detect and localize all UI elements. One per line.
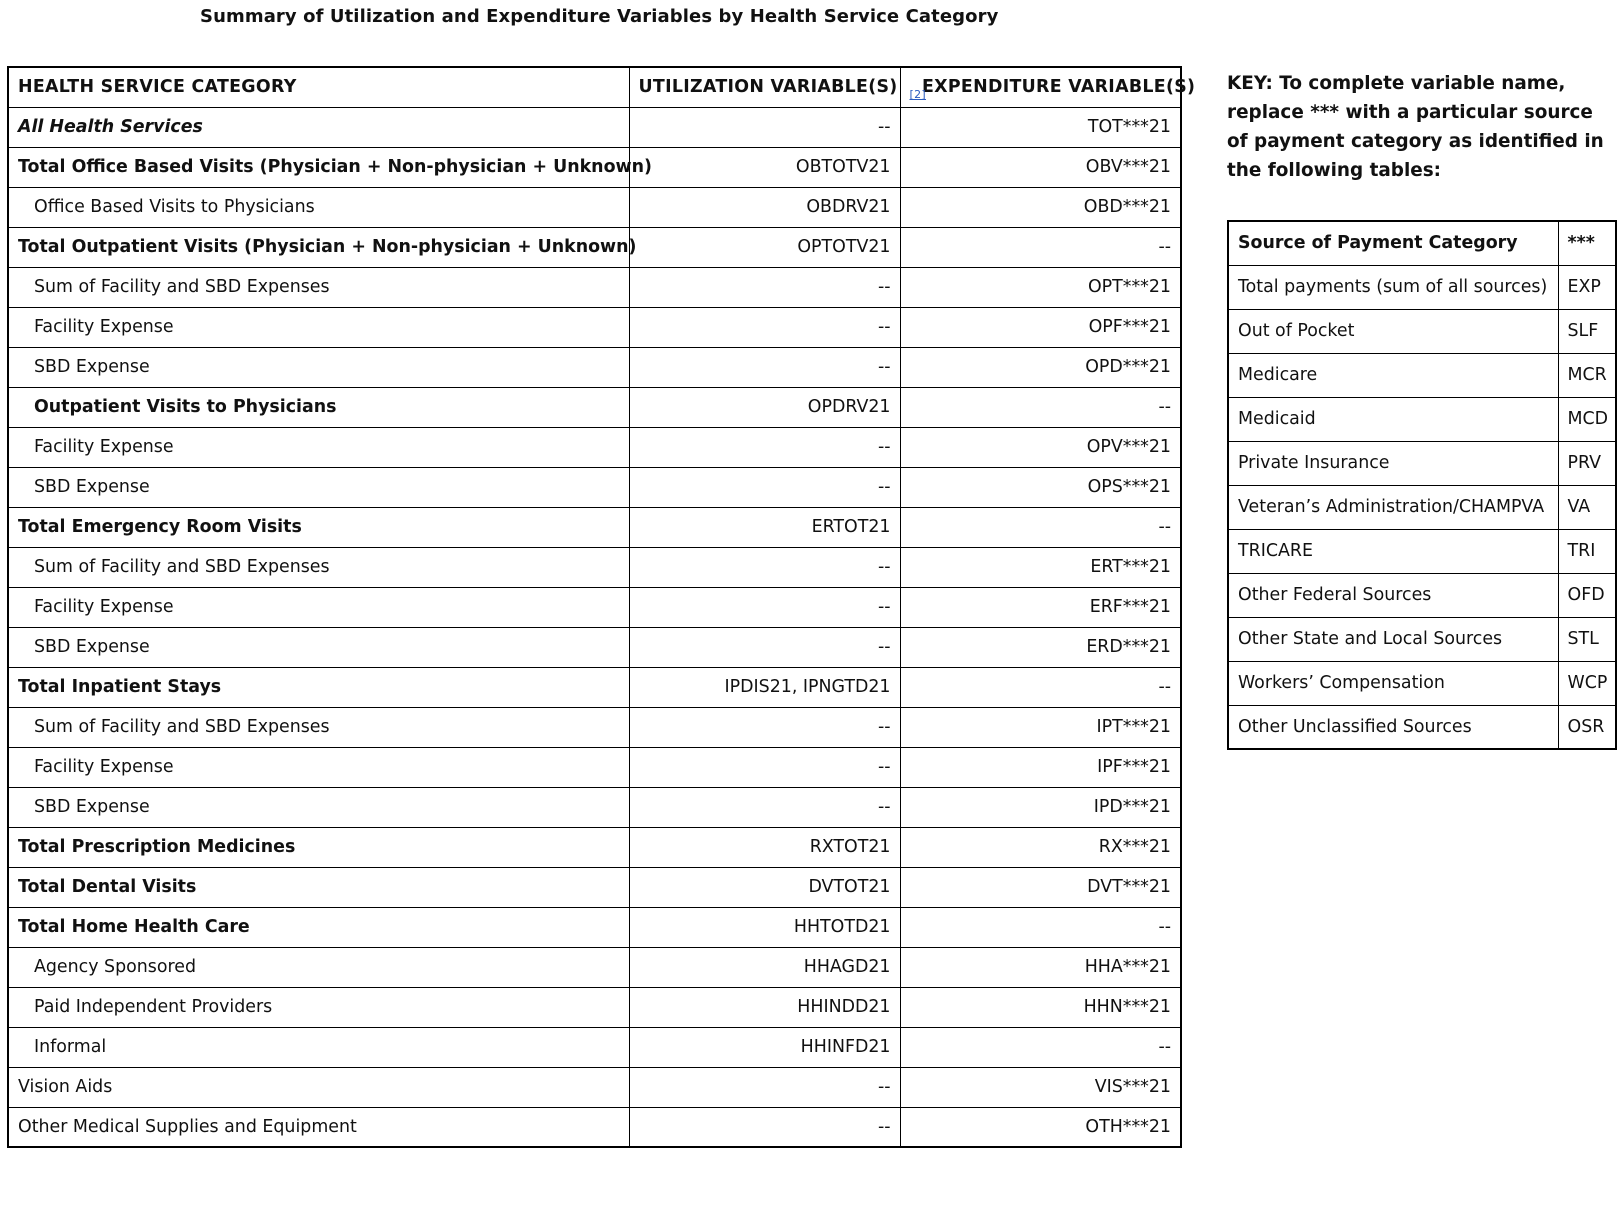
header-expenditure-variables xyxy=(900,67,1196,107)
category-cell: Office Based Visits to Physicians xyxy=(8,187,629,227)
expenditure-cell: OPD***21 xyxy=(900,347,1181,387)
table-row xyxy=(8,347,1181,387)
table-row xyxy=(8,747,1181,787)
table-row xyxy=(8,467,1181,507)
table-body xyxy=(8,107,1181,1147)
payment-category-cell: TRICARE xyxy=(1228,529,1558,573)
expenditure-cell: ERT***21 xyxy=(900,547,1181,587)
key-header-row xyxy=(1228,221,1616,265)
key-row xyxy=(1228,353,1616,397)
table-header-row xyxy=(8,67,1181,107)
key-header-code: *** xyxy=(1558,221,1616,265)
expenditure-cell: OPT***21 xyxy=(900,267,1181,307)
category-cell: All Health Services xyxy=(8,107,629,147)
utilization-expenditure-table xyxy=(7,66,1196,1148)
expenditure-cell: -- xyxy=(900,667,1181,707)
table-row xyxy=(8,307,1181,347)
utilization-cell: -- xyxy=(629,307,900,347)
table-row xyxy=(8,627,1181,667)
payment-category-cell: Total payments (sum of all sources) xyxy=(1228,265,1558,309)
payment-code-cell: PRV xyxy=(1558,441,1616,485)
table-row xyxy=(8,707,1181,747)
table-row xyxy=(8,907,1181,947)
table-row xyxy=(8,267,1181,307)
header-utilization-variables: UTILIZATION VARIABLE(S) xyxy=(629,67,900,107)
expenditure-cell: ERF***21 xyxy=(900,587,1181,627)
category-cell: Informal xyxy=(8,1027,629,1067)
payment-category-cell: Medicare xyxy=(1228,353,1558,397)
header-health-service-category: HEALTH SERVICE CATEGORY xyxy=(8,67,629,107)
expenditure-cell: IPF***21 xyxy=(900,747,1181,787)
category-cell: Total Prescription Medicines xyxy=(8,827,629,867)
category-cell: Total Home Health Care xyxy=(8,907,629,947)
utilization-cell: -- xyxy=(629,627,900,667)
utilization-cell: HHTOTD21 xyxy=(629,907,900,947)
category-cell: Sum of Facility and SBD Expenses xyxy=(8,547,629,587)
key-row xyxy=(1228,485,1616,529)
key-header-category: Source of Payment Category xyxy=(1228,221,1558,265)
page-title: Summary of Utilization and Expenditure Variables by Health Service Category xyxy=(200,6,999,27)
utilization-cell: -- xyxy=(629,347,900,387)
table-row xyxy=(8,427,1181,467)
expenditure-cell: IPD***21 xyxy=(900,787,1181,827)
expenditure-cell: DVT***21 xyxy=(900,867,1181,907)
utilization-cell: OPDRV21 xyxy=(629,387,900,427)
utilization-cell: OPTOTV21 xyxy=(629,227,900,267)
payment-category-cell: Veteran’s Administration/CHAMPVA xyxy=(1228,485,1558,529)
utilization-cell: DVTOT21 xyxy=(629,867,900,907)
category-cell: Facility Expense xyxy=(8,747,629,787)
payment-code-cell: OSR xyxy=(1558,705,1616,749)
table-row xyxy=(8,987,1181,1027)
payment-category-cell: Private Insurance xyxy=(1228,441,1558,485)
payment-category-cell: Workers’ Compensation xyxy=(1228,661,1558,705)
expenditure-cell: -- xyxy=(900,1027,1181,1067)
table-row xyxy=(8,147,1181,187)
utilization-cell: -- xyxy=(629,267,900,307)
payment-category-cell: Other Federal Sources xyxy=(1228,573,1558,617)
utilization-cell: RXTOT21 xyxy=(629,827,900,867)
payment-code-cell: STL xyxy=(1558,617,1616,661)
table-row xyxy=(8,387,1181,427)
category-cell: Total Outpatient Visits (Physician + Non-physician + Unknown) xyxy=(8,227,629,267)
utilization-cell: HHINDD21 xyxy=(629,987,900,1027)
utilization-cell: -- xyxy=(629,707,900,747)
payment-code-cell: EXP xyxy=(1558,265,1616,309)
payment-code-cell: OFD xyxy=(1558,573,1616,617)
table-row xyxy=(8,547,1181,587)
utilization-cell: OBDRV21 xyxy=(629,187,900,227)
expenditure-cell: -- xyxy=(900,227,1181,267)
utilization-cell: HHINFD21 xyxy=(629,1027,900,1067)
category-cell: Outpatient Visits to Physicians xyxy=(8,387,629,427)
utilization-cell: -- xyxy=(629,547,900,587)
payment-category-cell: Medicaid xyxy=(1228,397,1558,441)
category-cell: Facility Expense xyxy=(8,307,629,347)
expenditure-cell: HHA***21 xyxy=(900,947,1181,987)
payment-code-cell: VA xyxy=(1558,485,1616,529)
expenditure-cell: OBD***21 xyxy=(900,187,1181,227)
category-cell: Total Office Based Visits (Physician + Non-physician + Unknown) xyxy=(8,147,629,187)
utilization-cell: -- xyxy=(629,1107,900,1147)
payment-code-cell: TRI xyxy=(1558,529,1616,573)
expenditure-cell: RX***21 xyxy=(900,827,1181,867)
payment-code-cell: MCD xyxy=(1558,397,1616,441)
key-row xyxy=(1228,617,1616,661)
utilization-cell: -- xyxy=(629,1067,900,1107)
utilization-cell: -- xyxy=(629,747,900,787)
key-row xyxy=(1228,661,1616,705)
key-row xyxy=(1228,573,1616,617)
key-row xyxy=(1228,309,1616,353)
key-table-body xyxy=(1228,265,1616,749)
category-cell: Facility Expense xyxy=(8,427,629,467)
table-row xyxy=(8,1107,1181,1147)
key-row xyxy=(1228,397,1616,441)
source-of-payment-key-table xyxy=(1227,220,1617,750)
category-cell: SBD Expense xyxy=(8,787,629,827)
expenditure-cell: OTH***21 xyxy=(900,1107,1181,1147)
table-row xyxy=(8,507,1181,547)
category-cell: Sum of Facility and SBD Expenses xyxy=(8,707,629,747)
table-row xyxy=(8,827,1181,867)
expenditure-cell: HHN***21 xyxy=(900,987,1181,1027)
utilization-cell: -- xyxy=(629,427,900,467)
payment-category-cell: Other State and Local Sources xyxy=(1228,617,1558,661)
payment-category-cell: Other Unclassified Sources xyxy=(1228,705,1558,749)
category-cell: Agency Sponsored xyxy=(8,947,629,987)
utilization-cell: -- xyxy=(629,587,900,627)
payment-code-cell: WCP xyxy=(1558,661,1616,705)
utilization-cell: HHAGD21 xyxy=(629,947,900,987)
table-row xyxy=(8,867,1181,907)
key-row xyxy=(1228,441,1616,485)
key-row xyxy=(1228,265,1616,309)
key-row xyxy=(1228,529,1616,573)
category-cell: Paid Independent Providers xyxy=(8,987,629,1027)
utilization-cell: -- xyxy=(629,787,900,827)
table-row xyxy=(8,587,1181,627)
expenditure-cell: TOT***21 xyxy=(900,107,1181,147)
expenditure-cell: ERD***21 xyxy=(900,627,1181,667)
expenditure-cell: VIS***21 xyxy=(900,1067,1181,1107)
category-cell: Vision Aids xyxy=(8,1067,629,1107)
expenditure-cell: OPF***21 xyxy=(900,307,1181,347)
table-row xyxy=(8,187,1181,227)
key-row xyxy=(1228,705,1616,749)
utilization-cell: ERTOT21 xyxy=(629,507,900,547)
table-row xyxy=(8,227,1181,267)
category-cell: Total Emergency Room Visits xyxy=(8,507,629,547)
table-row xyxy=(8,1067,1181,1107)
category-cell: SBD Expense xyxy=(8,467,629,507)
category-cell: Facility Expense xyxy=(8,587,629,627)
payment-code-cell: SLF xyxy=(1558,309,1616,353)
category-cell: SBD Expense xyxy=(8,627,629,667)
key-instructions: KEY: To complete variable name, replace *** with a particular source of payment category as identified in the following tables: xyxy=(1227,73,1604,181)
utilization-cell: -- xyxy=(629,467,900,507)
expenditure-cell: IPT***21 xyxy=(900,707,1181,747)
footnote-link[interactable]: [2] xyxy=(909,88,926,102)
expenditure-cell: -- xyxy=(900,907,1181,947)
category-cell: Total Inpatient Stays xyxy=(8,667,629,707)
expenditure-cell: -- xyxy=(900,507,1181,547)
category-cell: SBD Expense xyxy=(8,347,629,387)
utilization-cell: -- xyxy=(629,107,900,147)
utilization-cell: IPDIS21, IPNGTD21 xyxy=(629,667,900,707)
table-row xyxy=(8,1027,1181,1067)
expenditure-cell: OPV***21 xyxy=(900,427,1181,467)
table-row xyxy=(8,107,1181,147)
payment-category-cell: Out of Pocket xyxy=(1228,309,1558,353)
table-row xyxy=(8,787,1181,827)
expenditure-cell: OPS***21 xyxy=(900,467,1181,507)
category-cell: Total Dental Visits xyxy=(8,867,629,907)
table-row xyxy=(8,667,1181,707)
utilization-cell: OBTOTV21 xyxy=(629,147,900,187)
table-row xyxy=(8,947,1181,987)
expenditure-cell: -- xyxy=(900,387,1181,427)
category-cell: Sum of Facility and SBD Expenses xyxy=(8,267,629,307)
expenditure-cell: OBV***21 xyxy=(900,147,1181,187)
header-expenditure-label: EXPENDITURE VARIABLE(S) xyxy=(921,77,1196,98)
category-cell: Other Medical Supplies and Equipment xyxy=(8,1107,629,1147)
payment-code-cell: MCR xyxy=(1558,353,1616,397)
